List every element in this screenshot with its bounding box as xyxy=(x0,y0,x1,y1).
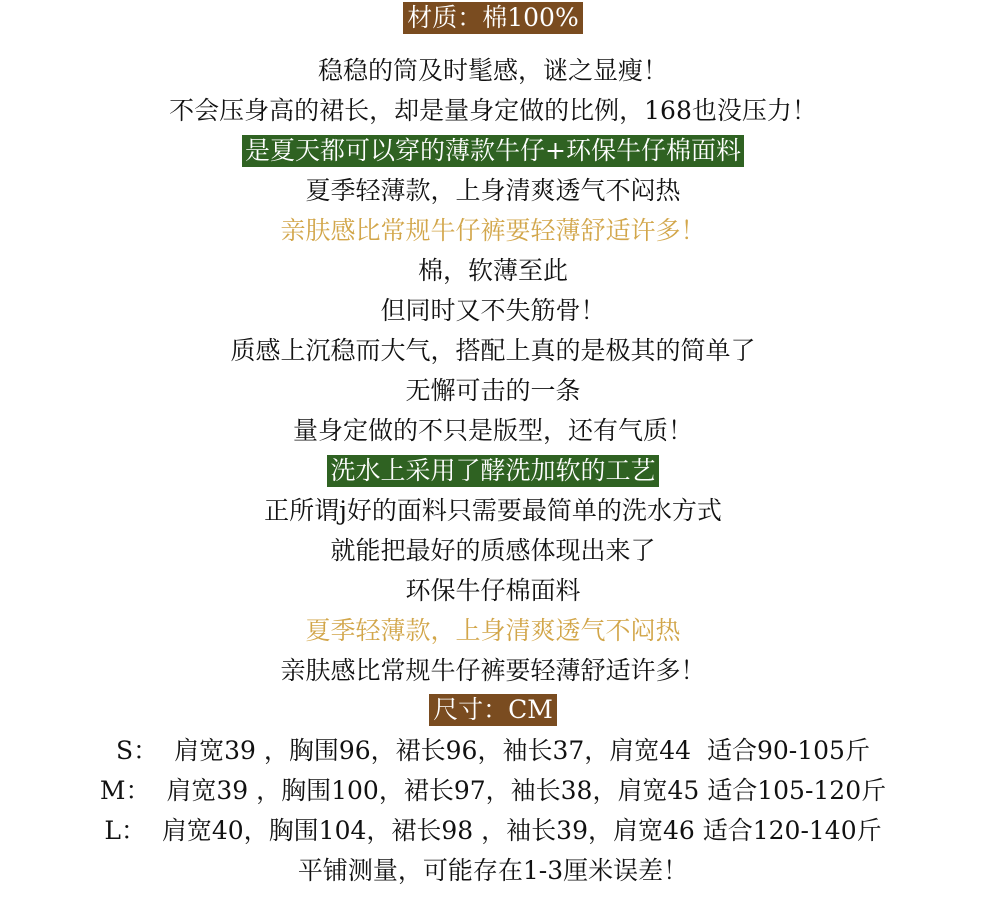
text-line xyxy=(0,495,986,527)
gold-emphasis-line: 亲肤感比常规牛仔裤要轻薄舒适许多！ xyxy=(280,216,706,245)
text-line xyxy=(0,175,986,207)
text-line xyxy=(0,615,986,647)
size-m-spec: M： 肩宽39 ，胸围100，裙长97，袖长38，肩宽45 适合105-120斤 xyxy=(99,776,887,805)
text-line xyxy=(0,375,986,407)
description-line: 正所谓j好的面料只需要最简单的洗水方式 xyxy=(264,496,722,525)
gold-emphasis-line: 夏季轻薄款，上身清爽透气不闷热 xyxy=(305,616,681,645)
text-line xyxy=(0,55,986,87)
fabric-highlight: 是夏天都可以穿的薄款牛仔+环保牛仔棉面料 xyxy=(242,135,744,167)
wash-highlight: 洗水上采用了酵洗加软的工艺 xyxy=(327,455,658,487)
text-line xyxy=(0,215,986,247)
size-row xyxy=(0,775,986,807)
description-line: 就能把最好的质感体现出来了 xyxy=(330,536,656,565)
text-line xyxy=(0,575,986,607)
size-row xyxy=(0,735,986,767)
description-line: 无懈可击的一条 xyxy=(405,376,581,405)
text-line xyxy=(0,655,986,687)
description-line: 亲肤感比常规牛仔裤要轻薄舒适许多！ xyxy=(280,656,706,685)
text-line xyxy=(0,415,986,447)
description-line: 夏季轻薄款，上身清爽透气不闷热 xyxy=(305,176,681,205)
size-heading: 尺寸：CM xyxy=(429,694,557,726)
size-row xyxy=(0,815,986,847)
text-line xyxy=(0,335,986,367)
description-line: 量身定做的不只是版型，还有气质！ xyxy=(292,416,693,445)
description-line: 不会压身高的裙长，却是量身定做的比例，168也没压力！ xyxy=(169,96,817,125)
size-s-spec: S： 肩宽39 ，胸围96，裙长96，袖长37，肩宽44 适合90-105斤 xyxy=(116,736,870,765)
size-l-spec: L： 肩宽40，胸围104，裙长98 ，袖长39，肩宽46 适合120-140斤 xyxy=(104,816,882,845)
text-line xyxy=(0,95,986,127)
size-heading-row xyxy=(0,694,986,726)
material-heading: 材质：棉100% xyxy=(403,2,582,34)
measurement-note: 平铺测量，可能存在1-3厘米误差！ xyxy=(297,856,689,885)
measurement-note-row xyxy=(0,855,986,887)
highlight-line-row xyxy=(0,455,986,487)
description-line: 棉，软薄至此 xyxy=(417,256,568,285)
highlight-line-row xyxy=(0,135,986,167)
description-line: 质感上沉稳而大气，搭配上真的是极其的简单了 xyxy=(230,336,756,365)
description-line: 稳稳的筒及时髦感，谜之显瘦！ xyxy=(317,56,668,85)
text-line xyxy=(0,255,986,287)
text-line xyxy=(0,535,986,567)
material-heading-row xyxy=(0,2,986,34)
description-line: 但同时又不失筋骨！ xyxy=(380,296,606,325)
description-line: 环保牛仔棉面料 xyxy=(405,576,581,605)
text-line xyxy=(0,295,986,327)
